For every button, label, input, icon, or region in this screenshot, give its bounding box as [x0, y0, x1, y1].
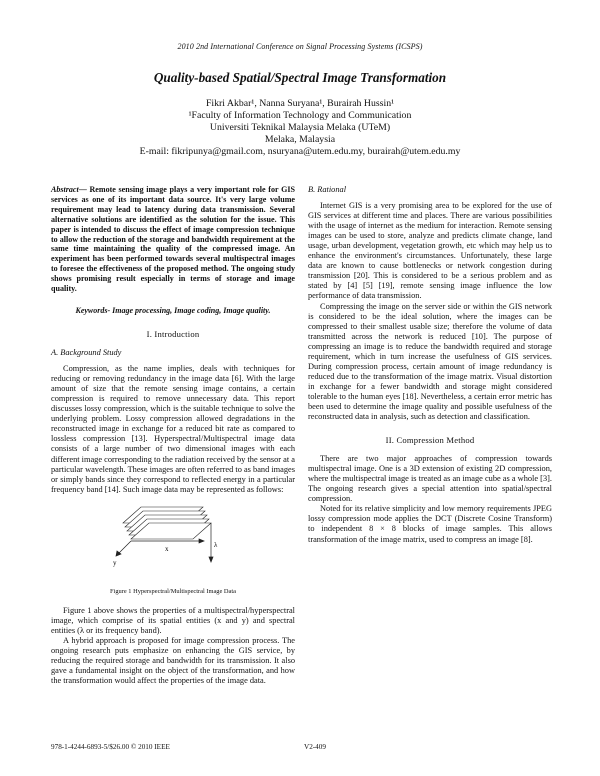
author-affiliation-university: Universiti Teknikal Malaysia Melaka (UTeM) [209, 122, 391, 133]
paragraph-hybrid-approach: A hybrid approach is proposed for image compression process. The ongoing research puts emphasize on enhancing the GIS service, by reducing the required storage and bandwidth for its transmission. It also gave a fundamental insight on the object of the transformation, and how the transformation would affect the properties of the image data. [51, 635, 295, 686]
lambda-axis-arrow [209, 557, 213, 562]
axis-label-x: x [165, 544, 169, 553]
axis-label-y: y [113, 558, 117, 567]
paragraph-background: Compression, as the name implies, deals with techniques for reducing or removing redundancy in the image data [6]. With the large amount of size that the remote sensing image contains, a certain compression is required to remove unnecessary data. This report discusses lossy compression, which is the suitable technique to solve the underlying problem. Lossy compression allowed degradations in the reconstructed image in exchange for a reduced bit rate as compared to lossless compression [13]. Hyperspectral/Multispectral image data consists of a large number of two dimensional images with each different image corresponding to the radiation received by the sensor at a particular wavelength. These images are often referred to as band images or simply bands since they correspond to reflected energy in a particular frequency band [14]. Such image data may be represented as follows: [51, 364, 295, 494]
subsection-heading-background: A. Background Study [51, 348, 122, 358]
figure-caption: Figure 1 Hyperspectral/Multispectral Image Data [110, 587, 236, 595]
footer-page-number: V2-409 [304, 743, 326, 751]
author-block [0, 98, 600, 158]
author-names: Fikri Akbar¹, Nanna Suryana¹, Burairah Hussin¹ [205, 98, 395, 109]
paragraph-compression-approaches: There are two major approaches of compression towards multispectral image. One is a 3D extension of existing 2D compression, where the multispectral image is treated as an image cube as a whole [3]. The ongoing research gives a special attention into spatial/spectral compression. [308, 454, 552, 504]
figure-image-cube [51, 499, 295, 587]
author-emails: E-mail: fikripunya@gmail.com, nsuryana@utem.edu.my, burairah@utem.edu.my [139, 146, 461, 157]
left-column [51, 185, 295, 686]
author-affiliation-faculty: ¹Faculty of Information Technology and Communication [188, 110, 412, 121]
section-heading-introduction: I. Introduction [146, 329, 200, 340]
right-column [308, 185, 552, 545]
abstract-text: — Remote sensing image plays a very important role for GIS services as one of its important data source. It's very large volume requirement may lead to latency during data transmission. Several alternative solutions are identified as the solution for the issue. This paper is intended to discuss the effect of image compression technique to allow the reduction of the storage and bandwidth requirement at the same time maintaining the quality of the compressed image. An experiment has been performed towards several multispectral images to foresee the effectiveness of the proposed method. The ongoing study shows promising result especially in terms of storage and image quality. [51, 185, 295, 294]
keywords: Keywords- Image processing, Image coding, Image quality. [75, 305, 271, 315]
section-heading-compression-method: II. Compression Method [385, 435, 475, 446]
author-location: Melaka, Malaysia [264, 134, 336, 145]
x-axis-arrow [199, 539, 204, 543]
band-layers [123, 507, 211, 539]
abstract [51, 185, 295, 294]
paragraph-jpeg-dct: Noted for its relative simplicity and low memory requirements JPEG lossy compression mode applies the DCT (Discrete Cosine Transform) to independent 8 × 8 blocks of image samples. This allows transformation of the image matrix, used to compress an image [8]. [308, 504, 552, 544]
image-cube-illustration [111, 501, 221, 579]
footer-isbn: 978-1-4244-6893-5/$26.00 © 2010 IEEE [51, 743, 170, 751]
paragraph-internet-gis: Internet GIS is a very promising area to be explored for the use of GIS services at different time and places. There are various possibilities with the usage of internet as the medium for interaction. Remote sensing images can be used to store, analyze and predicts climate change, land usage, urban development, vegetation growth, etc which may help us to enhance the environment's circumstances. Unfortunately, these large data are known to cause bottlenecks or network congestion during transmission [20]. This is considered to be a serious problem and as stated by [4] [5] [19], remote sensing image influence the low performance of data transmission. [308, 201, 552, 301]
paragraph-figure-description: Figure 1 above shows the properties of a multispectral/hyperspectral image, which comprise of its spatial entities (x and y) and spectral entities (λ or its frequency band). [51, 605, 295, 635]
paper-title: Quality-based Spatial/Spectral Image Transformation [153, 70, 447, 85]
axis-label-lambda: λ [214, 540, 218, 549]
y-axis-line [119, 541, 131, 553]
conference-header: 2010 2nd International Conference on Signal Processing Systems (ICSPS) [177, 42, 423, 51]
paragraph-server-compression: Compressing the image on the server side or within the GIS network is considered to be the ideal solution, where the images can be compressed to their smallest usable size; therefore the volume of data transmitted across the network is reduced [10]. The purpose of compressing an image is to reduce the bandwidth required and storage requirement, which in turn increase the usefulness of GIS services. During compression process, certain amount of image redundancy is reduced due to the transformation of the image matrix. Visual distortion in exchange for a fewer bandwidth and storage might considered tolerable to the human eyes [18]. Nevertheless, a certain error metric has been used to determine the image quality and possible usefulness of the reconstructed data in analysis, such as detection and classification. [308, 301, 552, 422]
subsection-heading-rational: B. Rational [308, 185, 347, 194]
abstract-lead: Abstract [51, 185, 79, 194]
